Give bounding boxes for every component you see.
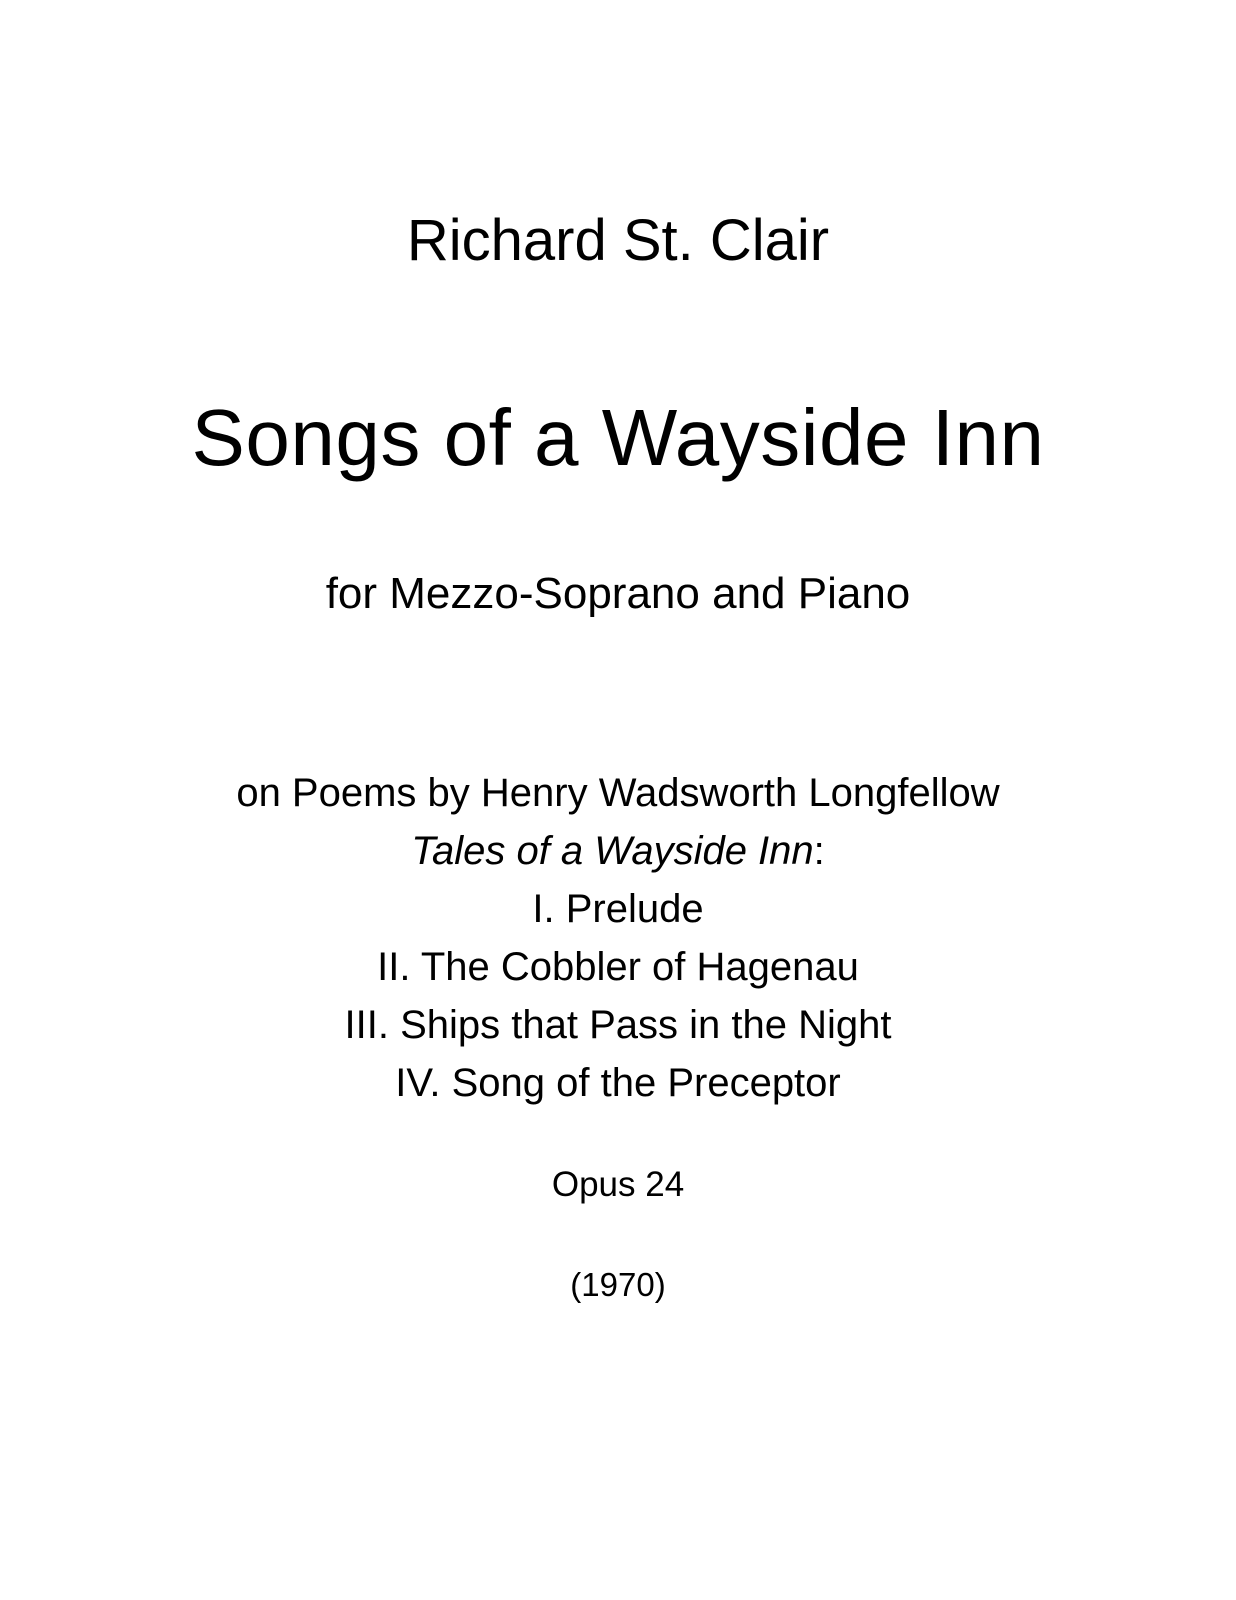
instrumentation-subtitle: for Mezzo-Soprano and Piano xyxy=(325,569,911,618)
source-collection xyxy=(0,831,1236,871)
movement-item: II. The Cobbler of Hagenau xyxy=(377,945,859,989)
movement-item: IV. Song of the Preceptor xyxy=(395,1061,841,1105)
work-title: Songs of a Wayside Inn xyxy=(191,393,1045,482)
opus-number: Opus 24 xyxy=(551,1165,685,1204)
composition-year: (1970) xyxy=(570,1266,666,1303)
composer-name: Richard St. Clair xyxy=(406,208,830,273)
movement-item: III. Ships that Pass in the Night xyxy=(344,1003,892,1047)
collection-suffix: : xyxy=(813,829,825,873)
collection-title: Tales of a Wayside Inn xyxy=(411,829,814,873)
movement-item: I. Prelude xyxy=(532,887,704,931)
poems-credit: on Poems by Henry Wadsworth Longfellow xyxy=(236,771,1000,815)
